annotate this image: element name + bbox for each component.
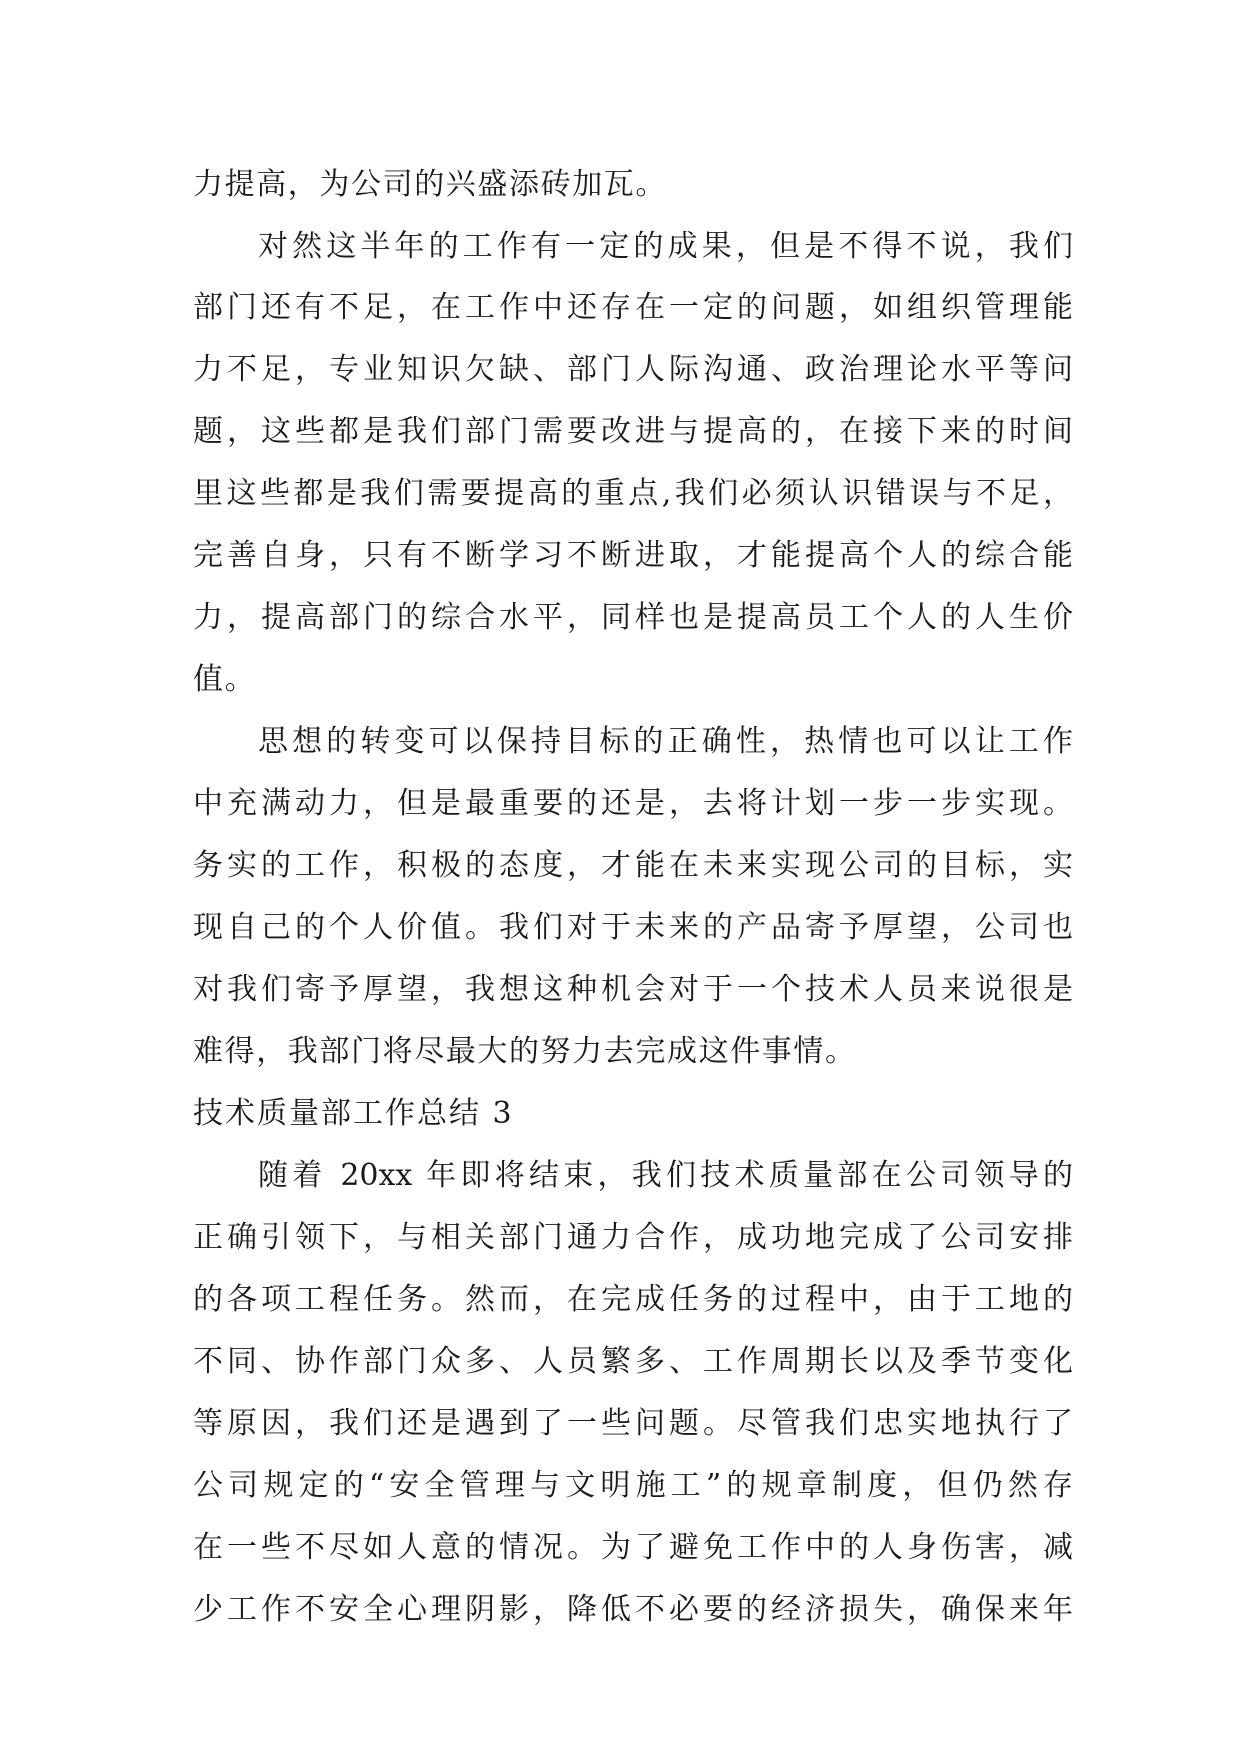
text-line: 等原因，我们还是遇到了一些问题。尽管我们忠实地执行了 (193, 1406, 1073, 1441)
section-heading: 技术质量部工作总结 3 (193, 1096, 514, 1131)
text-line: 少工作不安全心理阴影，降低不必要的经济损失，确保来年 (193, 1592, 1073, 1627)
paragraph-first-line: 思想的转变可以保持目标的正确性，热情也可以让工作 (258, 724, 1073, 759)
text-line: 部门还有不足，在工作中还存在一定的问题，如组织管理能 (193, 290, 1073, 325)
text-line: 值。 (193, 662, 257, 697)
paragraph-first-line: 对然这半年的工作有一定的成果，但是不得不说，我们 (258, 229, 1073, 264)
text-line: 力不足，专业知识欠缺、部门人际沟通、政治理论水平等问 (193, 352, 1073, 387)
text-line: 里这些都是我们需要提高的重点,我们必须认识错误与不足， (193, 476, 1073, 511)
text-line: 力，提高部门的综合水平，同样也是提高员工个人的人生价 (193, 600, 1073, 635)
text-line: 对我们寄予厚望，我想这种机会对于一个技术人员来说很是 (193, 972, 1073, 1007)
text-line: 难得，我部门将尽最大的努力去完成这件事情。 (193, 1034, 857, 1069)
text-line: 正确引领下，与相关部门通力合作，成功地完成了公司安排 (193, 1220, 1073, 1255)
text-line: 不同、协作部门众多、人员繁多、工作周期长以及季节变化 (193, 1344, 1073, 1379)
text-line: 力提高，为公司的兴盛添砖加瓦。 (193, 167, 667, 202)
text-line: 中充满动力，但是最重要的还是，去将计划一步一步实现。 (193, 786, 1073, 821)
paragraph-first-line: 随着 20xx 年即将结束，我们技术质量部在公司领导的 (258, 1158, 1073, 1193)
text-line: 现自己的个人价值。我们对于未来的产品寄予厚望，公司也 (193, 910, 1073, 945)
text-line: 完善自身，只有不断学习不断进取，才能提高个人的综合能 (193, 538, 1073, 573)
text-line: 在一些不尽如人意的情况。为了避免工作中的人身伤害，减 (193, 1530, 1073, 1565)
text-line: 务实的工作，积极的态度，才能在未来实现公司的目标，实 (193, 848, 1073, 883)
text-line: 的各项工程任务。然而，在完成任务的过程中，由于工地的 (193, 1282, 1073, 1317)
text-line: 题，这些都是我们部门需要改进与提高的，在接下来的时间 (193, 414, 1073, 449)
text-line: 公司规定的“安全管理与文明施工”的规章制度，但仍然存 (193, 1468, 1073, 1503)
